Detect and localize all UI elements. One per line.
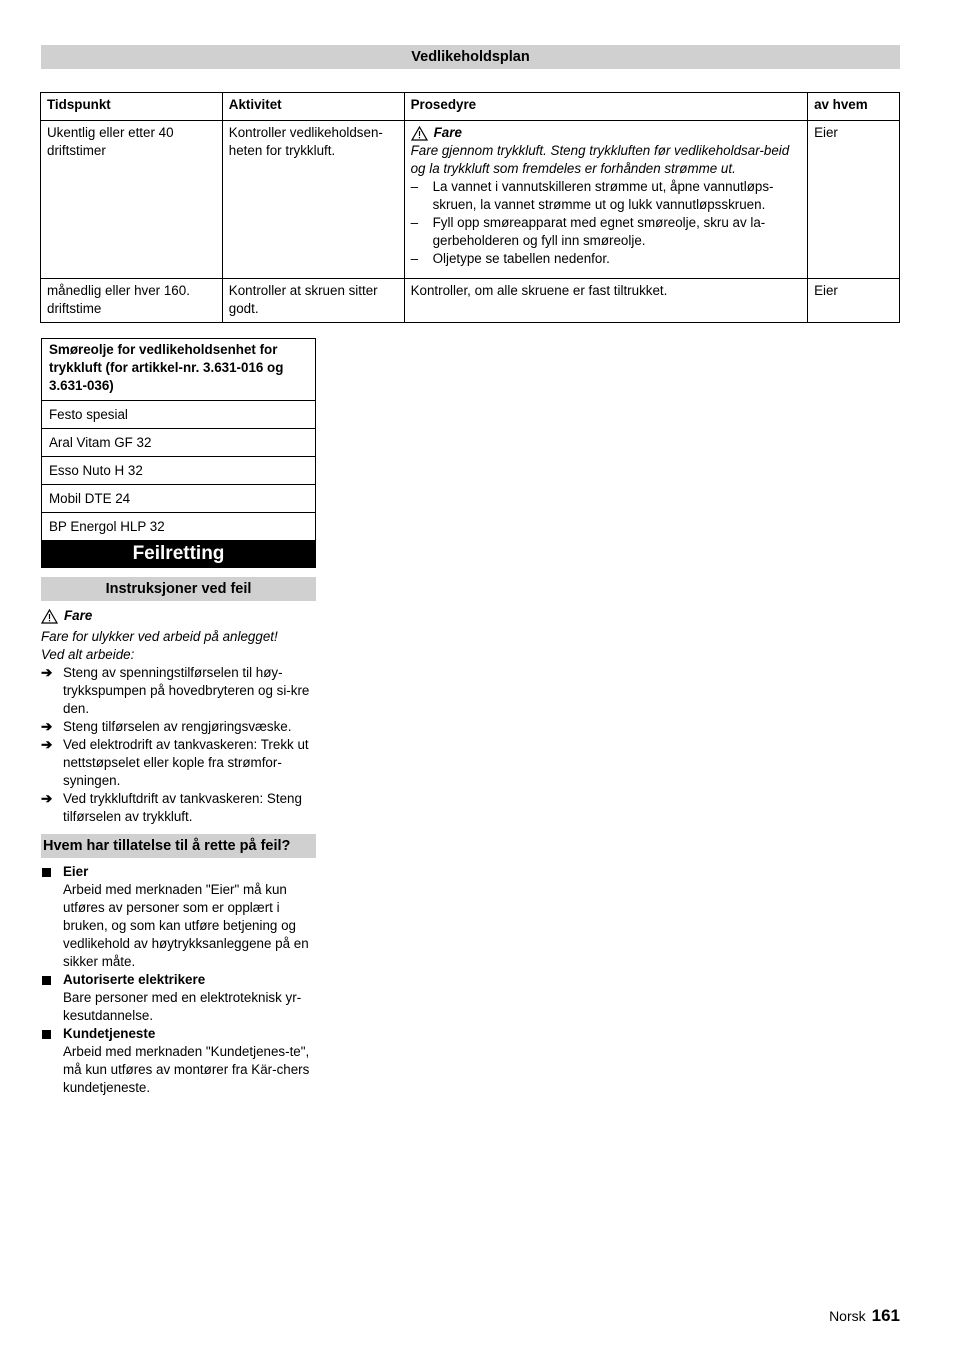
table-row [41, 279, 900, 323]
procedure-steps [411, 178, 801, 268]
cell-procedure: Kontroller, om alle skruene er fast tiltrukket. [404, 279, 807, 323]
maintenance-table [40, 92, 900, 323]
step-text: Ved elektrodrift av tankvaskeren: Trekk ut nettstøpselet eller kople fra strømfor-syningen. [63, 737, 309, 788]
cell-time: månedlig eller hver 160. driftstime [41, 279, 223, 323]
warning-line: Ved alt arbeide: [41, 647, 135, 662]
table-header-row [41, 93, 900, 121]
table-row: Aral Vitam GF 32 [42, 429, 316, 457]
column-header-procedure: Prosedyre [404, 93, 807, 121]
list-item [41, 664, 319, 718]
list-item [41, 1025, 319, 1097]
list-item [41, 971, 319, 1025]
table-row [41, 121, 900, 279]
cell-who: Eier [808, 121, 900, 279]
role-name: Autoriserte elektrikere [63, 972, 206, 987]
warning-heading [411, 124, 801, 142]
table-row: Esso Nuto H 32 [42, 457, 316, 485]
list-item [41, 718, 319, 736]
square-bullet-icon [42, 976, 51, 985]
table-row: Festo spesial [42, 401, 316, 429]
cell-activity: Kontroller vedlikeholdsen-heten for trykkluft. [222, 121, 404, 279]
column-header-time: Tidspunkt [41, 93, 223, 121]
warning-heading [41, 607, 319, 625]
table-row: Mobil DTE 24 [42, 485, 316, 513]
warning-label: Fare [433, 125, 462, 140]
arrow-right-icon: ➔ [41, 719, 53, 734]
list-item: – Fyll opp smøreapparat med egnet smøreolje, skru av la-gerbeholderen og fyll inn smøreolje. [411, 214, 801, 250]
warning-label: Fare [64, 608, 93, 623]
section-title-fault-instructions: Instruksjoner ved feil [41, 577, 316, 601]
column-header-activity: Aktivitet [222, 93, 404, 121]
list-item [41, 863, 319, 971]
role-description: Arbeid med merknaden "Kundetjenes-te", må kun utføres av montører fra Kär-chers kundetjeneste. [63, 1044, 310, 1095]
step-text: Steng tilførselen av rengjøringsvæske. [63, 719, 292, 734]
warning-line: Fare for ulykker ved arbeid på anlegget! [41, 629, 278, 644]
arrow-right-icon: ➔ [41, 665, 53, 680]
authorization-roles [41, 863, 319, 1097]
role-name: Kundetjeneste [63, 1026, 156, 1041]
arrow-right-icon: ➔ [41, 791, 53, 806]
page-number: 161 [871, 1306, 900, 1325]
section-title-maintenance-plan: Vedlikeholdsplan [41, 45, 900, 69]
warning-text: Fare gjennom trykkluft. Steng trykkluften før vedlikeholdsar-beid og la trykkluft som fremdeles er forhånden strømme ut. [410, 143, 790, 176]
cell-activity: Kontroller at skruen sitter godt. [222, 279, 404, 323]
chapter-title-troubleshooting: Feilretting [41, 541, 316, 568]
oil-table-header: Smøreolje for vedlikeholdsenhet for trykkluft (for artikkel-nr. 3.631-016 og 3.631-036) [42, 339, 316, 401]
role-description: Bare personer med en elektroteknisk yr-kesutdannelse. [63, 990, 302, 1023]
role-name: Eier [63, 864, 89, 879]
cell-procedure [404, 121, 807, 279]
fault-instructions-block [41, 607, 319, 826]
column-header-who: av hvem [808, 93, 900, 121]
fault-steps [41, 664, 319, 826]
arrow-right-icon: ➔ [41, 737, 53, 752]
cell-time: Ukentlig eller etter 40 driftstimer [41, 121, 223, 279]
section-title-authorization: Hvem har tillatelse til å rette på feil? [41, 834, 316, 858]
step-text: Ved trykkluftdrift av tankvaskeren: Steng tilførselen av trykkluft. [63, 791, 302, 824]
page-footer [829, 1306, 900, 1326]
step-text: Steng av spenningstilførselen til høy-trykkspumpen på hovedbryteren og si-kre den. [63, 665, 310, 716]
square-bullet-icon [42, 1030, 51, 1039]
role-description: Arbeid med merknaden "Eier" må kun utføres av personer som er opplært i bruken, og som kan utføre betjening og vedlikehold av høytrykksanleggene på en sikker måte. [63, 882, 309, 969]
square-bullet-icon [42, 868, 51, 877]
cell-who: Eier [808, 279, 900, 323]
list-item: – La vannet i vannutskilleren strømme ut, åpne vannutløps-skruen, la vannet strømme ut og lukk vannutløpsskruen. [411, 178, 801, 214]
footer-language: Norsk [829, 1308, 866, 1324]
list-item [41, 736, 319, 790]
lubricant-oil-table [41, 338, 316, 541]
table-row: BP Energol HLP 32 [42, 513, 316, 541]
list-item [41, 790, 319, 826]
warning-triangle-icon [41, 609, 58, 624]
warning-triangle-icon [411, 126, 428, 141]
list-item: – Oljetype se tabellen nedenfor. [411, 250, 801, 268]
